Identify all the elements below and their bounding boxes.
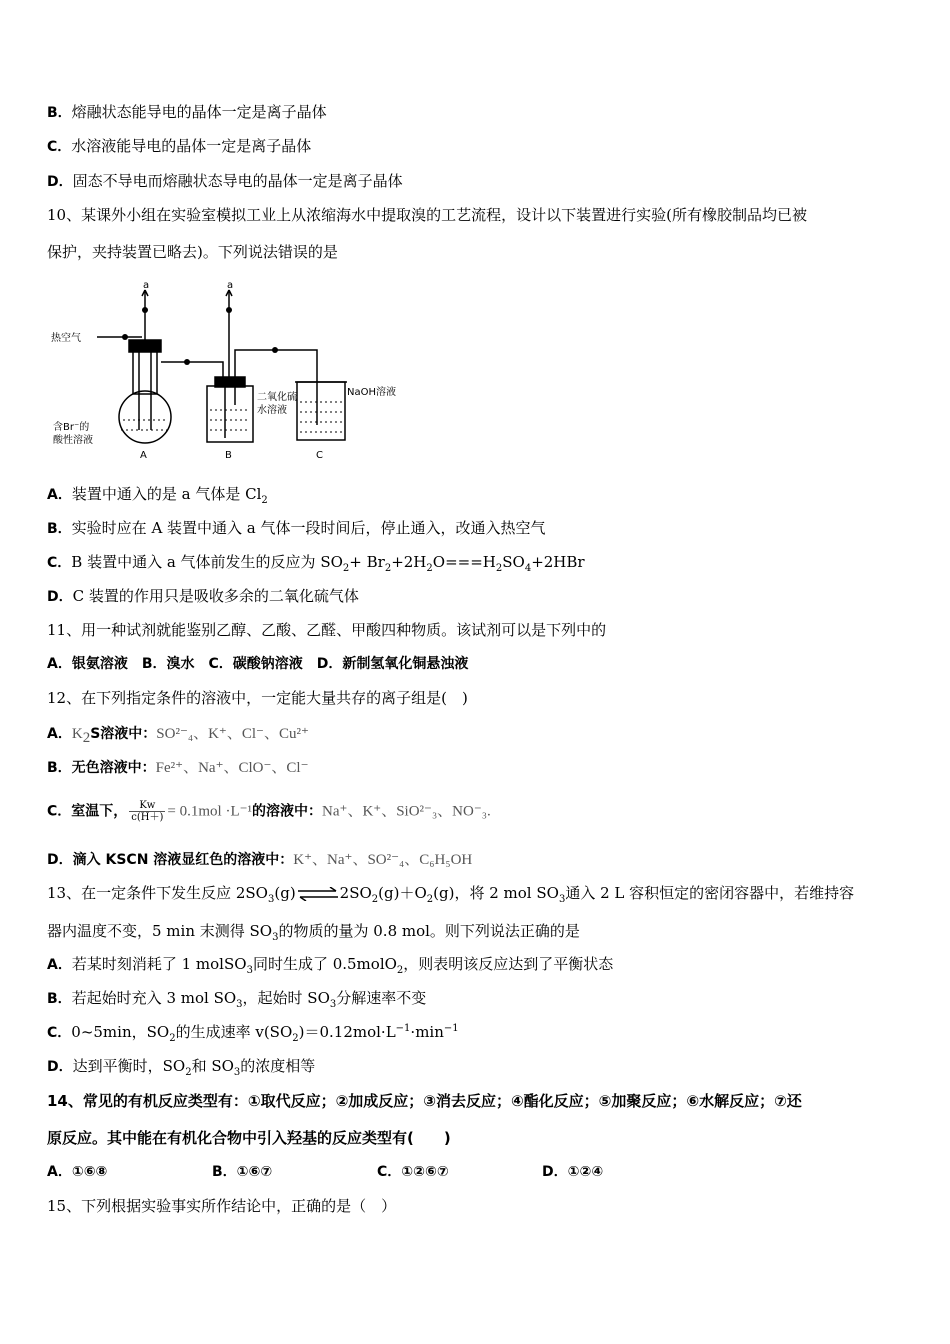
q10-option-c: C．B 装置中通入 a 气体前发生的反应为 $SO_2+ Br_2+2H_2O===H_2SO_4+2HBr$ — [47, 553, 585, 574]
apparatus-figure — [47, 280, 407, 465]
q14-option-d: D．①②④ — [542, 1164, 604, 1180]
equilibrium-arrow-icon — [296, 887, 340, 901]
q14-option-b: B．①⑥⑦ — [212, 1164, 273, 1180]
q9-option-d: D．固态不导电而熔融状态导电的晶体一定是离子晶体 — [47, 172, 403, 190]
kw-fraction: $\frac{Kw}{c(H+)}$ — [131, 800, 164, 823]
q10-stem-line1: 10、某课外小组在实验室模拟工业上从浓缩海水中提取溴的工艺流程，设计以下装置进行实验(所有橡胶制品均已被 — [47, 206, 807, 224]
gas-a-label-1: a — [143, 280, 150, 291]
bottle-label-1: 二氧化硫 — [257, 392, 297, 403]
q14-option-c: C．①②⑥⑦ — [377, 1164, 449, 1180]
q11-options: A．银氨溶液 B．溴水 C．碳酸钠溶液 D．新制氢氧化铜悬浊液 — [47, 656, 469, 672]
q10-stem-line2: 保护，夹持装置已略去)。下列说法错误的是 — [47, 243, 338, 261]
q13-option-d: D．达到平衡时，$SO_2$和 $SO_3$的浓度相等 — [47, 1057, 316, 1078]
q12-option-a: A．$K_2S$溶液中：SO²⁻₄、K⁺、Cl⁻、Cu²⁺ — [47, 726, 309, 746]
q14-stem-line1: 14、常见的有机反应类型有：①取代反应；②加成反应；③消去反应；④酯化反应；⑤加聚反应；⑥水解反应；⑦还 — [47, 1092, 802, 1110]
flask-label-2: 酸性溶液 — [53, 435, 93, 446]
q12-option-d: D．滴入 KSCN 溶液显红色的溶液中：K⁺、Na⁺、SO²⁻₄、C₆H₅OH — [47, 852, 473, 868]
q10-option-a: A．装置中通入的是 a 气体是 $Cl_2$ — [47, 485, 268, 506]
q9-option-c: C．水溶液能导电的晶体一定是离子晶体 — [47, 137, 312, 155]
q13-option-a: A．若某时刻消耗了 1 molSO$_3$同时生成了 0.5molO$_2$，则表明该反应达到了平衡状态 — [47, 955, 614, 976]
label-B: B — [225, 450, 232, 461]
bottle-label-2: 水溶液 — [257, 405, 287, 416]
q12-stem: 12、在下列指定条件的溶液中，一定能大量共存的离子组是( ) — [47, 689, 468, 707]
hot-air-label: 热空气 — [51, 333, 81, 344]
q13-stem-line2: 器内温度不变，5 min 末测得 $SO_3$的物质的量为 0.8 mol。则下列说法正确的是 — [47, 922, 580, 943]
q14-stem-line2: 原反应。其中能在有机化合物中引入羟基的反应类型有( ) — [47, 1129, 451, 1147]
q13-stem-line1: 13、在一定条件下发生反应 $2SO_3(g)$ $2SO_2(g)+O_2(g)$，将 2 mol $SO_3$通入 2 L 容积恒定的密闭容器中，若维持容 — [47, 884, 855, 905]
q13-option-c: C．0~5min，$SO_2$的生成速率 $v(SO_2)=0.12mol\cdot L^{-1}\cdot\min^{-1}$ — [47, 1023, 459, 1044]
q12-option-c: C．室温下， $\frac{Kw}{c(H+)}$ = 0.1mol ·L⁻¹的溶液中：Na⁺、K⁺、SiO²⁻₃、NO⁻₃. — [47, 800, 491, 823]
flask-label-1: 含Br⁻的 — [53, 422, 90, 433]
q10-option-d: D．C 装置的作用只是吸收多余的二氧化硫气体 — [47, 587, 359, 605]
q10-option-b: B．实验时应在 A 装置中通入 a 气体一段时间后，停止通入，改通入热空气 — [47, 519, 546, 537]
q9-option-b: B．熔融状态能导电的晶体一定是离子晶体 — [47, 103, 327, 121]
q15-stem: 15、下列根据实验事实所作结论中，正确的是（ ） — [47, 1197, 397, 1215]
beaker-label: NaOH溶液 — [347, 387, 396, 398]
q14-option-a: A．①⑥⑧ — [47, 1164, 108, 1180]
gas-a-label-2: a — [227, 280, 234, 291]
label-C: C — [316, 450, 323, 461]
q11-stem: 11、用一种试剂就能鉴别乙醇、乙酸、乙醛、甲酸四种物质。该试剂可以是下列中的 — [47, 621, 607, 639]
q13-option-b: B．若起始时充入 3 mol $SO_3$，起始时 $SO_3$分解速率不变 — [47, 989, 427, 1010]
label-A: A — [140, 450, 147, 461]
q12-option-b: B．无色溶液中：Fe²⁺、Na⁺、ClO⁻、Cl⁻ — [47, 760, 309, 776]
